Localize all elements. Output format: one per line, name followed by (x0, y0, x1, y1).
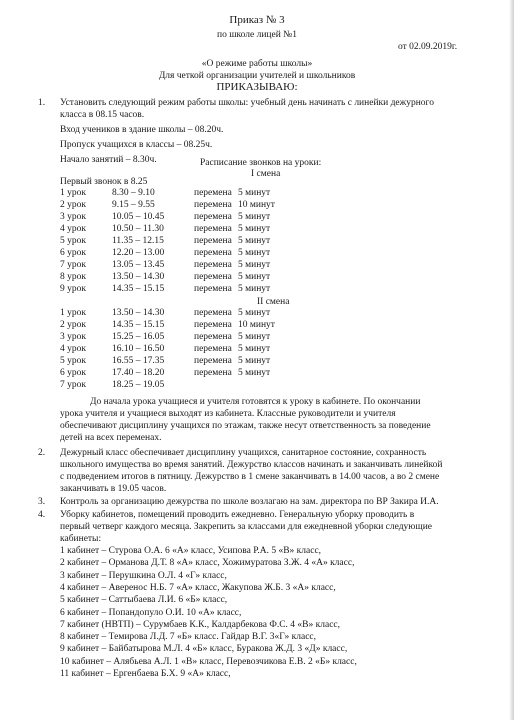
item2-line: Дежурный класс обеспечивает дисциплину учащихся, санитарное состояние, сохранность (60, 448, 427, 458)
room-assignment: 3 кабинет – Перушкина О.Л. 4 «Г» класс, (60, 570, 227, 581)
first-bell: Первый звонок в 8.25 (60, 177, 148, 187)
room-assignment: 7 кабинет (НВТП) – Сурумбаев К.К., Калдарбекова Ф.С. 4 «В» класс, (60, 619, 341, 630)
item1-pass: Пропуск учащихся в классы – 08.25ч. (60, 140, 213, 150)
break-label: перемена (194, 200, 232, 210)
lesson-time: 14.35 – 15.15 (112, 320, 165, 330)
lesson-label: 8 урок (60, 272, 86, 282)
order-topic: «О режиме работы школы» (201, 59, 313, 69)
item2-line: с подведением итогов в пятницу. Дежурство в 1 смене заканчивать в 14.00 часов, а во 2 смене (60, 472, 440, 482)
order-command: ПРИКАЗЫВАЮ: (216, 81, 298, 93)
item1-line: класса в 08.15 часов. (60, 110, 145, 120)
item1-line: Установить следующий режим работы школы: учебный день начинать с линейки дежурного (60, 98, 434, 108)
lesson-label: 3 урок (60, 332, 86, 342)
break-duration: 5 минут (238, 356, 271, 366)
break-duration: 5 минут (238, 284, 271, 294)
lesson-time: 15.25 – 16.05 (112, 332, 165, 342)
note-line: детей на всех переменах. (60, 433, 162, 443)
break-duration: 5 минут (238, 212, 271, 222)
item4-line: Уборку кабинетов, помещений проводить ежедневно. Генеральную уборку проводить в (60, 510, 415, 520)
break-duration: 5 минут (238, 308, 271, 318)
item-number: 4. (38, 510, 46, 520)
lesson-label: 3 урок (60, 212, 86, 222)
break-duration: 5 минут (238, 248, 271, 258)
break-label: перемена (194, 308, 232, 318)
lesson-label: 1 урок (60, 308, 86, 318)
room-assignment: 9 кабинет – Байбатырова М.Л. 4 «Б» класс, Буракова Ж.Д. 3 «Д» класс, (60, 644, 348, 655)
break-label: перемена (194, 224, 232, 234)
room-assignment: 5 кабинет – Саттыбаева Л.И. 6 «Б» класс, (60, 595, 228, 606)
break-label: перемена (194, 248, 232, 258)
break-duration: 5 минут (238, 332, 271, 342)
page-edge-shadow (509, 0, 514, 720)
lesson-time: 18.25 – 19.05 (112, 380, 165, 390)
shift1-title: I смена (251, 169, 281, 179)
break-label: перемена (194, 284, 232, 294)
lesson-label: 1 урок (60, 188, 86, 198)
break-duration: 5 минут (238, 368, 271, 378)
lesson-label: 6 урок (60, 368, 86, 378)
room-assignment: 2 кабинет – Орманова Д.Т. 8 «А» класс, Хожимуратова З.Ж. 4 «А» класс, (60, 558, 355, 569)
lesson-label: 7 урок (60, 260, 86, 270)
lesson-time: 10.05 – 10.45 (112, 212, 165, 222)
lesson-label: 5 урок (60, 356, 86, 366)
lesson-time: 13.50 – 14.30 (112, 272, 165, 282)
break-duration: 10 минут (238, 320, 275, 330)
item4-line: первый четверг каждого месяца. Закрепить за классами для ежедневной уборки следующие (60, 522, 433, 532)
lesson-time: 13.50 – 14.30 (112, 308, 165, 318)
break-label: перемена (194, 368, 232, 378)
break-label: перемена (194, 344, 232, 354)
lesson-label: 4 урок (60, 224, 86, 234)
lesson-label: 7 урок (60, 380, 86, 390)
item1-start: Начало занятий – 8.30ч. (60, 155, 157, 165)
item-number: 2. (38, 448, 46, 458)
break-duration: 5 минут (238, 224, 271, 234)
lesson-label: 6 урок (60, 248, 86, 258)
lesson-label: 9 урок (60, 284, 86, 294)
lesson-time: 10.50 – 11.30 (112, 224, 164, 234)
lesson-label: 5 урок (60, 236, 86, 246)
break-duration: 5 минут (238, 236, 271, 246)
break-duration: 5 минут (238, 344, 271, 354)
break-label: перемена (194, 260, 232, 270)
room-assignment: 11 кабинет – Ергенбаева Б.Х. 9 «А» класс, (60, 669, 231, 679)
lesson-label: 2 урок (60, 200, 86, 210)
break-duration: 5 минут (238, 188, 271, 198)
lesson-time: 13.05 – 13.45 (112, 260, 165, 270)
schedule-title: Расписание звонков на уроки: (200, 158, 322, 168)
room-assignment: 10 кабинет – Алябьева А.Л. 1 «В» класс, Перевозчикова Е.В. 2 «Б» класс, (60, 656, 357, 667)
note-line: урока учителя и учащиеся выходят из кабинета. Классные руководители и учителя (60, 409, 396, 419)
lesson-time: 17.40 – 18.20 (112, 368, 165, 378)
lesson-label: 4 урок (60, 344, 86, 354)
break-duration: 5 минут (238, 260, 271, 270)
lesson-time: 9.15 – 9.55 (112, 200, 155, 210)
break-label: перемена (194, 188, 232, 198)
break-label: перемена (194, 320, 232, 330)
item2-line: школьного имущества во время занятий. Дежурство классов начинать и заканчивать линейкой (60, 460, 443, 470)
break-label: перемена (194, 332, 232, 342)
order-purpose: Для четкой организации учителей и школьников (158, 71, 356, 81)
item2-line: заканчивать в 19.05 часов. (60, 484, 167, 494)
shift2-title: II смена (257, 297, 290, 307)
order-date: от 02.09.2019г. (398, 42, 458, 52)
break-label: перемена (194, 356, 232, 366)
item-number: 1. (38, 98, 46, 108)
note-line: обеспечивают дисциплину учащихся по этажам, также несут ответственность за поведение (60, 421, 431, 431)
item4-line: кабинеты: (60, 534, 102, 544)
break-label: перемена (194, 236, 232, 246)
room-assignment: 8 кабинет – Темирова Л.Д. 7 «Б» класс. Гайдар В.Г. 3«Г» класс, (60, 632, 317, 643)
order-title: Приказ № 3 (229, 14, 285, 26)
item1-entry: Вход учеников в здание школы – 08.20ч. (60, 125, 224, 135)
lesson-label: 2 урок (60, 320, 86, 330)
lesson-time: 16.10 – 16.50 (112, 344, 165, 354)
item3-line: Контроль за организацию дежурства по школе возлагаю на зам. директора по ВР Закира И.А. (60, 497, 439, 507)
note-line: До начала урока учащиеся и учителя готовятся к уроку в кабинете. По окончании (90, 397, 421, 407)
item-number: 3. (38, 497, 46, 507)
lesson-time: 16.55 – 17.35 (112, 356, 165, 366)
order-subtitle: по школе лицей №1 (216, 30, 297, 40)
lesson-time: 8.30 – 9.10 (112, 188, 155, 198)
room-assignment: 1 кабинет – Стурова О.А. 6 «А» класс, Усипова Р.А. 5 «В» класс, (60, 546, 322, 556)
break-duration: 5 минут (238, 272, 271, 282)
break-label: перемена (194, 212, 232, 222)
break-label: перемена (194, 272, 232, 282)
break-duration: 10 минут (238, 200, 275, 210)
lesson-time: 12.20 – 13.00 (112, 248, 165, 258)
lesson-time: 11.35 – 12.15 (112, 236, 164, 246)
lesson-time: 14.35 – 15.15 (112, 284, 165, 294)
room-assignment: 4 кабинет – Аверенос Н.Б. 7 «А» класс, Жакупова Ж.Б. 3 «А» класс, (60, 582, 336, 593)
room-assignment: 6 кабинет – Попандопуло О.И. 10 «А» класс, (60, 607, 242, 618)
